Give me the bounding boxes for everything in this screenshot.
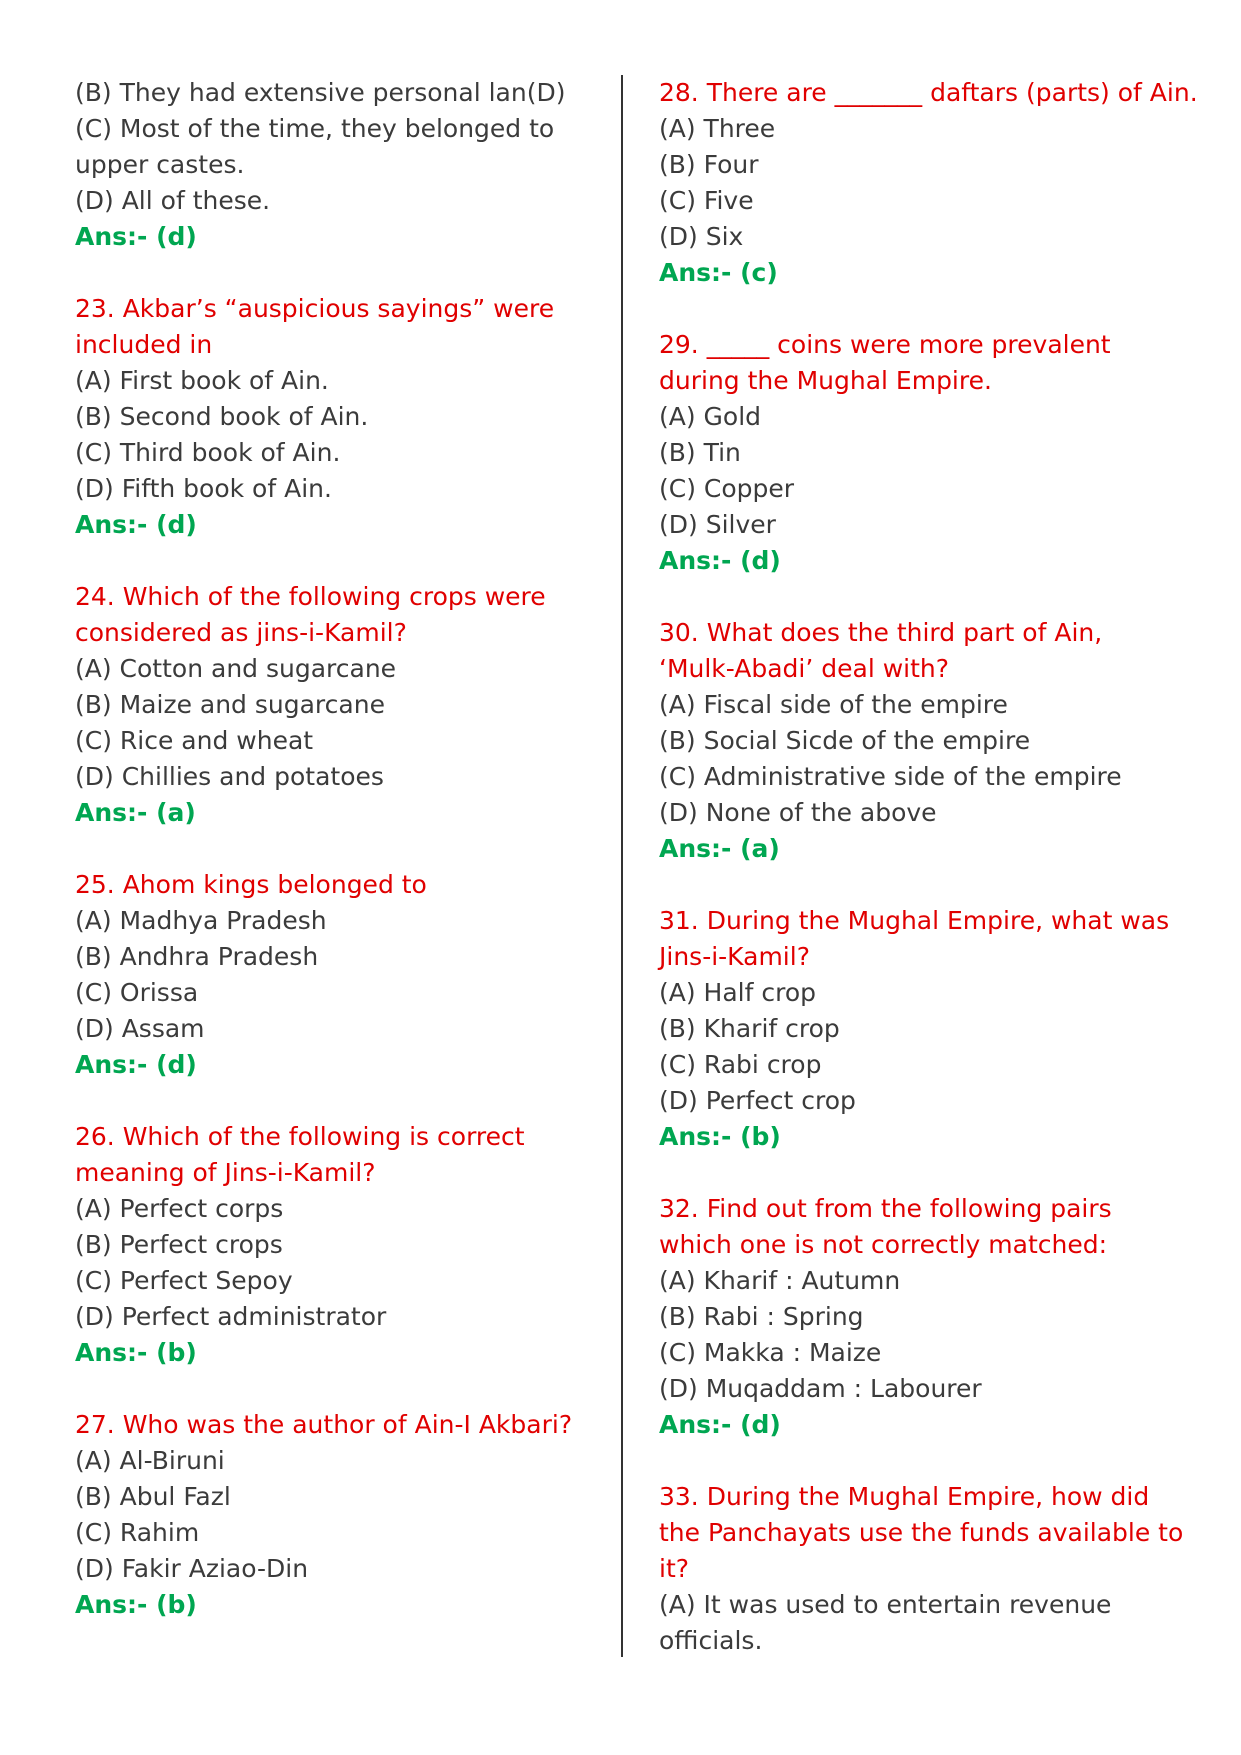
answer-line: Ans:- (a): [659, 834, 780, 863]
option-line: (D) Chillies and potatoes: [75, 762, 384, 791]
option-line: (D) None of the above: [659, 798, 937, 827]
question-31: [659, 903, 1179, 1155]
option-line: (B) They had extensive personal lan(D): [75, 78, 566, 107]
spacer: [659, 1443, 1179, 1479]
option-line: (B) Abul Fazl: [75, 1482, 231, 1511]
spacer: [659, 579, 1179, 615]
option-line: (D) Six: [659, 222, 744, 251]
option-line: (A) Kharif : Autumn: [659, 1266, 901, 1295]
question-24: [75, 579, 595, 831]
option-line: (D) Fakir Aziao-Din: [75, 1554, 309, 1583]
question-30: [659, 615, 1179, 867]
option-line: officials.: [659, 1626, 763, 1655]
option-line: (B) Second book of Ain.: [75, 402, 369, 431]
question-text: Jins-i-Kamil?: [659, 942, 810, 971]
spacer: [75, 1083, 595, 1119]
option-line: (A) First book of Ain.: [75, 366, 329, 395]
spacer: [75, 543, 595, 579]
question-text: meaning of Jins-i-Kamil?: [75, 1158, 376, 1187]
question-text: 24. Which of the following crops were: [75, 582, 546, 611]
question-text: included in: [75, 330, 213, 359]
question-29: [659, 327, 1179, 579]
option-line: (A) Gold: [659, 402, 762, 431]
spacer: [75, 255, 595, 291]
question-text: 25. Ahom kings belonged to: [75, 870, 427, 899]
question-text: considered as jins-i-Kamil?: [75, 618, 407, 647]
option-line: (B) Maize and sugarcane: [75, 690, 385, 719]
question-text: 23. Akbar’s “auspicious sayings” were: [75, 294, 555, 323]
option-line: (A) It was used to entertain revenue: [659, 1590, 1112, 1619]
option-line: (B) Perfect crops: [75, 1230, 283, 1259]
option-line: (C) Rabi crop: [659, 1050, 822, 1079]
question-text: 30. What does the third part of Ain,: [659, 618, 1103, 647]
question-text: 27. Who was the author of Ain-I Akbari?: [75, 1410, 573, 1439]
question-text: ‘Mulk-Abadi’ deal with?: [659, 654, 950, 683]
option-line: (C) Makka : Maize: [659, 1338, 882, 1367]
option-line: (A) Cotton and sugarcane: [75, 654, 397, 683]
left-column: [75, 75, 595, 1623]
option-line: (B) Social Sicde of the empire: [659, 726, 1031, 755]
spacer: [75, 1371, 595, 1407]
question-text: it?: [659, 1554, 690, 1583]
option-line: upper castes.: [75, 150, 245, 179]
option-line: (B) Tin: [659, 438, 741, 467]
spacer: [659, 291, 1179, 327]
option-line: (D) Muqaddam : Labourer: [659, 1374, 982, 1403]
option-line: (D) Fifth book of Ain.: [75, 474, 332, 503]
answer-line: Ans:- (c): [659, 258, 778, 287]
option-line: (C) Copper: [659, 474, 795, 503]
option-line: (C) Administrative side of the empire: [659, 762, 1122, 791]
option-line: (C) Rice and wheat: [75, 726, 314, 755]
option-line: (A) Fiscal side of the empire: [659, 690, 1008, 719]
right-column: [659, 75, 1198, 1659]
option-line: (B) Four: [659, 150, 759, 179]
question-text: the Panchayats use the funds available to: [659, 1518, 1184, 1547]
option-line: (A) Perfect corps: [75, 1194, 284, 1223]
option-line: (D) Perfect crop: [659, 1086, 856, 1115]
question-text: 32. Find out from the following pairs: [659, 1194, 1112, 1223]
question-33: [659, 1479, 1184, 1659]
spacer: [75, 831, 595, 867]
spacer: [659, 867, 1179, 903]
question-23: [75, 291, 595, 543]
option-line: (A) Al-Biruni: [75, 1446, 225, 1475]
answer-line: Ans:- (d): [659, 546, 781, 575]
spacer: [659, 1155, 1179, 1191]
option-line: (C) Most of the time, they belonged to: [75, 114, 555, 143]
question-28: [659, 75, 1198, 291]
answer-line: Ans:- (d): [75, 510, 197, 539]
question-26: [75, 1119, 595, 1371]
option-line: (D) Perfect administrator: [75, 1302, 387, 1331]
question-text: during the Mughal Empire.: [659, 366, 992, 395]
option-line: (A) Half crop: [659, 978, 817, 1007]
question-text: 28. There are _______ daftars (parts) of Ain.: [659, 78, 1198, 107]
question-25: [75, 867, 595, 1083]
question-text: 26. Which of the following is correct: [75, 1122, 525, 1151]
question-text: 29. _____ coins were more prevalent: [659, 330, 1111, 359]
option-line: (A) Madhya Pradesh: [75, 906, 327, 935]
option-line: (D) Silver: [659, 510, 776, 539]
answer-line: Ans:- (d): [75, 222, 197, 251]
option-line: (A) Three: [659, 114, 776, 143]
intro-block: [75, 75, 595, 255]
question-27: [75, 1407, 595, 1623]
option-line: (B) Kharif crop: [659, 1014, 840, 1043]
option-line: (C) Orissa: [75, 978, 199, 1007]
option-line: (C) Rahim: [75, 1518, 200, 1547]
question-text: 33. During the Mughal Empire, how did: [659, 1482, 1150, 1511]
answer-line: Ans:- (d): [659, 1410, 781, 1439]
question-32: [659, 1191, 1179, 1443]
option-line: (B) Rabi : Spring: [659, 1302, 864, 1331]
answer-line: Ans:- (b): [659, 1122, 781, 1151]
answer-line: Ans:- (d): [75, 1050, 197, 1079]
option-line: (C) Perfect Sepoy: [75, 1266, 293, 1295]
column-divider: [621, 75, 623, 1657]
option-line: (D) All of these.: [75, 186, 271, 215]
answer-line: Ans:- (b): [75, 1590, 197, 1619]
question-text: which one is not correctly matched:: [659, 1230, 1108, 1259]
option-line: (D) Assam: [75, 1014, 205, 1043]
answer-line: Ans:- (a): [75, 798, 196, 827]
option-line: (C) Five: [659, 186, 754, 215]
option-line: (B) Andhra Pradesh: [75, 942, 319, 971]
option-line: (C) Third book of Ain.: [75, 438, 341, 467]
question-text: 31. During the Mughal Empire, what was: [659, 906, 1170, 935]
answer-line: Ans:- (b): [75, 1338, 197, 1367]
